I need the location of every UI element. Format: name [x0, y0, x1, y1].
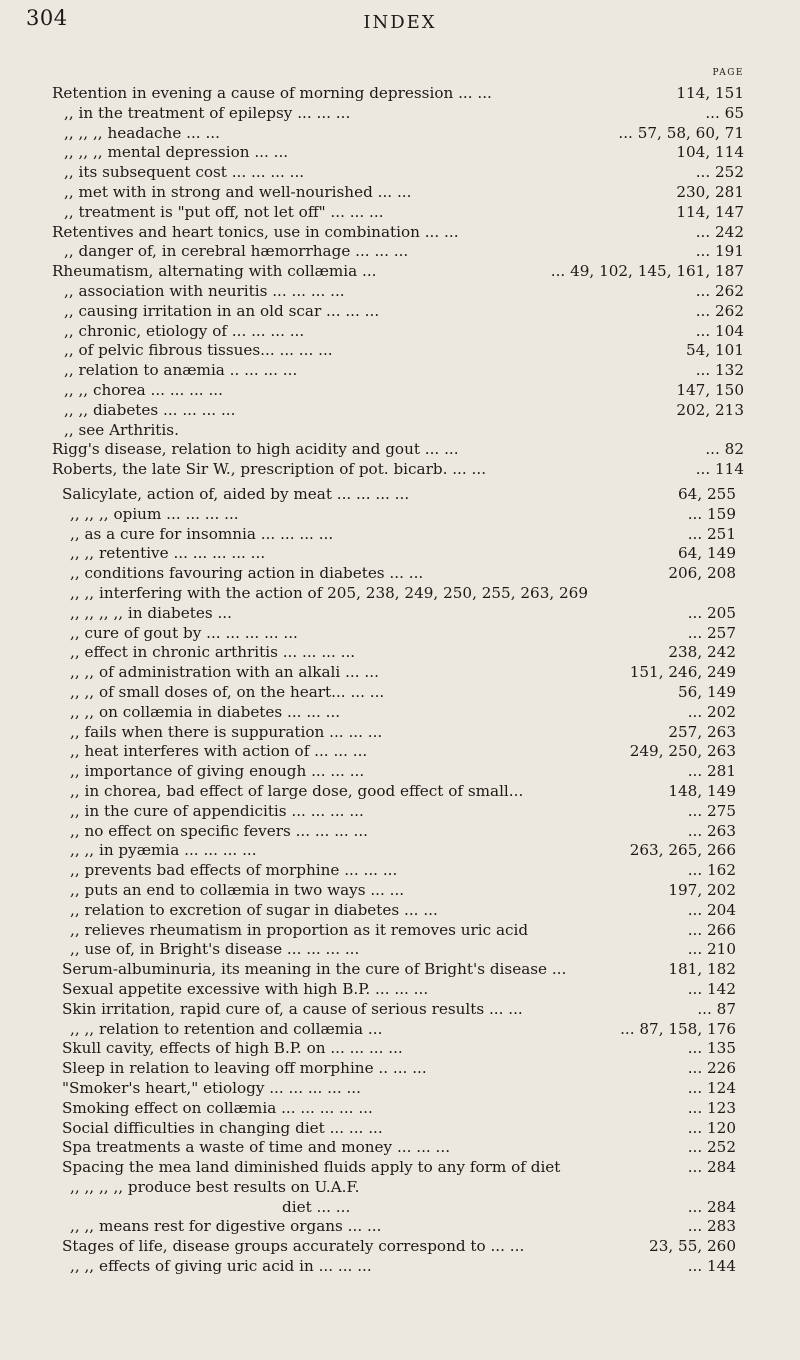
index-entry-text: ,, treatment is "put off, not let off" ... ... ... [64, 202, 384, 221]
index-entry [0, 624, 800, 644]
index-entry-pages: ... 124 [687, 1078, 736, 1097]
index-entry-text: ,, chronic, etiology of ... ... ... ... [64, 321, 305, 340]
index-entry-text: Skin irritation, rapid cure of, a cause of serious results ... ... [62, 999, 523, 1018]
index-entry [0, 683, 800, 703]
index-entry-pages: ... 87 [697, 999, 736, 1018]
index-entry [0, 440, 800, 460]
index-entry [0, 940, 800, 960]
index-entry-pages: ... 202 [687, 702, 736, 721]
index-block-retention-roberts [0, 84, 800, 480]
index-entry [0, 361, 800, 381]
index-entry-text: ,, causing irritation in an old scar ... ... ... [64, 301, 380, 320]
index-entry-pages: ... 210 [687, 940, 736, 959]
index-entry-pages: 104, 114 [676, 143, 744, 162]
index-entry-text: ,, its subsequent cost ... ... ... ... [64, 163, 305, 182]
index-entry-text: ,, ,, ,, ,, produce best results on U.A.F. [70, 1177, 360, 1196]
index-entry-pages: ... 226 [687, 1059, 736, 1078]
index-entry-pages: ... 120 [687, 1118, 736, 1137]
index-entry-text: ,, heat interferes with action of ... ... ... [70, 742, 368, 761]
index-entry [0, 1217, 800, 1237]
index-entry [0, 663, 800, 683]
index-entry-text: ,, cure of gout by ... ... ... ... ... [70, 623, 298, 642]
index-entry [0, 282, 800, 302]
index-entry [0, 203, 800, 223]
index-entry-pages: 197, 202 [668, 880, 736, 899]
index-entry [0, 584, 800, 604]
index-entry [0, 104, 800, 124]
index-entry [0, 881, 800, 901]
index-entry [0, 960, 800, 980]
index-entry [0, 84, 800, 104]
index-entry-text: Stages of life, disease groups accurately correspond to ... ... [62, 1237, 525, 1256]
index-entry-pages: ... 281 [687, 762, 736, 781]
index-entry-pages: ... 205 [687, 603, 736, 622]
index-entry-pages: ... 284 [687, 1158, 736, 1177]
index-entry [0, 1257, 800, 1277]
index-entry [0, 604, 800, 624]
index-entry [0, 242, 800, 262]
index-entry-pages: 54, 101 [686, 341, 744, 360]
index-entry-pages: ... 104 [695, 321, 744, 340]
index-entry-pages: ... 252 [695, 163, 744, 182]
index-entry-text: Skull cavity, effects of high B.P. on ... ... ... ... [62, 1039, 403, 1058]
index-entry [0, 782, 800, 802]
index-entry-pages: ... 284 [687, 1197, 736, 1216]
index-entry-pages: 263, 265, 266 [629, 841, 736, 860]
index-block-salicylate-stages [0, 485, 800, 1277]
index-entry-pages: ... 242 [695, 222, 744, 241]
index-entry [0, 822, 800, 842]
index-entry [0, 143, 800, 163]
index-entry-text: Sleep in relation to leaving off morphine .. ... ... [62, 1059, 427, 1078]
index-entry [0, 841, 800, 861]
index-entry-pages: ... 132 [695, 361, 744, 380]
index-entry-pages: ... 142 [687, 979, 736, 998]
index-entry-text: ,, ,, ,, opium ... ... ... ... [70, 504, 239, 523]
index-entry-pages: ... 263 [687, 821, 736, 840]
index-entry-pages: 147, 150 [676, 380, 744, 399]
index-entry-text: Social difficulties in changing diet ... ... ... [62, 1118, 383, 1137]
index-entry-pages: 238, 242 [668, 643, 736, 662]
index-entry-pages: 56, 149 [678, 682, 736, 701]
index-entry-pages: 64, 149 [678, 544, 736, 563]
index-entry-pages: ... 65 [705, 103, 744, 122]
index-entry-text: ,, see Arthritis. [64, 420, 179, 439]
index-entry [0, 1000, 800, 1020]
index-entry-pages: 206, 208 [668, 564, 736, 583]
index-entry-text: ,, ,, chorea ... ... ... ... [64, 380, 223, 399]
index-entry [0, 401, 800, 421]
index-entry-text: ,, ,, of administration with an alkali ... ... [70, 663, 379, 682]
index-entry-pages: ... 204 [687, 900, 736, 919]
index-entry [0, 643, 800, 663]
index-entry-text: diet ... ... [282, 1197, 351, 1216]
index-entry [0, 762, 800, 782]
index-entry-text: Serum-albuminuria, its meaning in the cure of Bright's disease ... [62, 960, 567, 979]
index-entry [0, 802, 800, 822]
index-entry-pages: ... 162 [687, 861, 736, 880]
index-entry [0, 1138, 800, 1158]
index-entry [0, 302, 800, 322]
index-entry [0, 1099, 800, 1119]
index-entry-text: ,, ,, relation to retention and collæmia ... [70, 1019, 383, 1038]
index-entry [0, 861, 800, 881]
index-entry [0, 262, 800, 282]
index-entry-text: ,, ,, interfering with the action of 205, 238, 249, 250, 255, 263, 269 [70, 583, 588, 602]
index-entry-text: ,, conditions favouring action in diabetes ... ... [70, 564, 424, 583]
index-entry [0, 1020, 800, 1040]
index-entry [0, 485, 800, 505]
index-entry [0, 1237, 800, 1257]
index-entry [0, 460, 800, 480]
index-entry-pages: 114, 147 [676, 202, 744, 221]
index-entry-text: ,, in chorea, bad effect of large dose, good effect of small... [70, 781, 524, 800]
index-entry-text: Salicylate, action of, aided by meat ... ... ... ... [62, 485, 410, 503]
index-entry [0, 525, 800, 545]
index-entry-text: ,, ,, of small doses of, on the heart... ... ... [70, 682, 385, 701]
index-entry-pages: 114, 151 [676, 84, 744, 102]
index-entry-text: ,, danger of, in cerebral hæmorrhage ... ... ... [64, 242, 409, 261]
index-entry-text: ,, as a cure for insomnia ... ... ... ... [70, 524, 334, 543]
index-entry-text: ,, effect in chronic arthritis ... ... ... ... [70, 643, 356, 662]
index-entry [0, 1178, 800, 1198]
index-entry-pages: 202, 213 [676, 400, 744, 419]
index-entry-text: Rigg's disease, relation to high acidity and gout ... ... [52, 440, 459, 459]
index-entry-pages: ... 191 [695, 242, 744, 261]
index-entry-pages: ... 252 [687, 1138, 736, 1157]
index-entry-pages: 257, 263 [668, 722, 736, 741]
index-entry [0, 901, 800, 921]
index-entry-text: ,, ,, on collæmia in diabetes ... ... ... [70, 702, 341, 721]
index-entry [0, 341, 800, 361]
index-entry-text: Spacing the mea land diminished fluids apply to any form of diet [62, 1158, 561, 1177]
index-entry [0, 1079, 800, 1099]
index-entry [0, 703, 800, 723]
index-entry-text: ,, relieves rheumatism in proportion as it removes uric acid [70, 920, 529, 939]
index-entry-text: ,, ,, means rest for digestive organs ... ... [70, 1217, 382, 1236]
index-entry-text: Rheumatism, alternating with collæmia ... [52, 262, 377, 281]
index-entry-text: ,, relation to excretion of sugar in diabetes ... ... [70, 900, 438, 919]
index-entry-pages: ... 257 [687, 623, 736, 642]
index-entry-pages: 249, 250, 263 [629, 742, 736, 761]
index-entry-text: ,, ,, effects of giving uric acid in ... ... ... [70, 1257, 372, 1276]
index-entry [0, 183, 800, 203]
index-entry-text: ,, in the treatment of epilepsy ... ... ... [64, 103, 351, 122]
index-entry-pages: 181, 182 [668, 960, 736, 979]
index-entry-pages: 151, 246, 249 [629, 663, 736, 682]
index-entry-text: "Smoker's heart," etiology ... ... ... ... ... [62, 1078, 361, 1097]
index-entry-text: ,, prevents bad effects of morphine ... ... ... [70, 861, 398, 880]
index-entry [0, 544, 800, 564]
index-entry-text: ,, puts an end to collæmia in two ways ... ... [70, 880, 405, 899]
page-column-label: PAGE [712, 68, 744, 78]
index-entry-pages: 148, 149 [668, 781, 736, 800]
index-entry-pages: ... 251 [687, 524, 736, 543]
index-entry-text: Smoking effect on collæmia ... ... ... ... ... [62, 1098, 373, 1117]
index-entry-pages: ... 114 [695, 460, 744, 479]
index-entry [0, 163, 800, 183]
index-entry [0, 223, 800, 243]
index-entry-pages: ... 82 [705, 440, 744, 459]
index-entry-text: Sexual appetite excessive with high B.P. ... ... ... [62, 979, 429, 998]
index-entry [0, 564, 800, 584]
index-entry [0, 381, 800, 401]
index-entry [0, 1039, 800, 1059]
index-entry [0, 921, 800, 941]
index-entry-pages: ... 49, 102, 145, 161, 187 [550, 262, 744, 281]
index-entry [0, 1059, 800, 1079]
index-entry [0, 322, 800, 342]
index-entry-pages: ... 159 [687, 504, 736, 523]
index-entry-pages: ... 262 [695, 281, 744, 300]
index-entry-text: Spa treatments a waste of time and money ... ... ... [62, 1138, 451, 1157]
index-entry-text: ,, use of, in Bright's disease ... ... ... ... [70, 940, 360, 959]
index-entry-text: ,, ,, ,, mental depression ... ... [64, 143, 289, 162]
index-entry-text: ,, ,, ,, ,, in diabetes ... [70, 603, 232, 622]
index-entry [0, 980, 800, 1000]
index-entry [0, 723, 800, 743]
index-entry-pages: 23, 55, 260 [649, 1237, 736, 1256]
index-entry-pages: ... 123 [687, 1098, 736, 1117]
index-entry-pages: ... 87, 158, 176 [620, 1019, 736, 1038]
index-entry [0, 505, 800, 525]
index-entry-text: ,, in the cure of appendicitis ... ... ... ... [70, 801, 364, 820]
index-entry-pages: ... 275 [687, 801, 736, 820]
index-entry [0, 124, 800, 144]
index-entry-text: ,, of pelvic fibrous tissues... ... ... ... [64, 341, 333, 360]
index-entry-pages: ... 135 [687, 1039, 736, 1058]
index-entry [0, 1198, 800, 1218]
index-entry [0, 421, 800, 441]
index-entry-pages: 64, 255 [678, 485, 736, 503]
index-entry-pages: ... 266 [687, 920, 736, 939]
index-entry-text: ,, importance of giving enough ... ... ... [70, 762, 365, 781]
index-entry-pages: ... 144 [687, 1257, 736, 1276]
index-entry-text: ,, ,, diabetes ... ... ... ... [64, 400, 236, 419]
index-entry [0, 742, 800, 762]
index-entry-text: ,, relation to anæmia .. ... ... ... [64, 361, 298, 380]
page-number: 304 [26, 6, 68, 30]
index-entry-pages: 230, 281 [676, 182, 744, 201]
running-head: INDEX [363, 12, 437, 33]
index-entry-text: Retention in evening a cause of morning depression ... ... [52, 84, 492, 102]
index-entry-pages: ... 57, 58, 60, 71 [618, 123, 744, 142]
index-entry-text: ,, ,, retentive ... ... ... ... ... [70, 544, 266, 563]
index-entry-text: ,, ,, ,, headache ... ... [64, 123, 220, 142]
index-entry-text: ,, fails when there is suppuration ... ... ... [70, 722, 383, 741]
index-entry-text: Roberts, the late Sir W., prescription of pot. bicarb. ... ... [52, 460, 487, 479]
index-entry [0, 1158, 800, 1178]
index-entry-pages: ... 283 [687, 1217, 736, 1236]
index-entry-pages: ... 262 [695, 301, 744, 320]
index-entry [0, 1119, 800, 1139]
index-entry-text: ,, met with in strong and well-nourished ... ... [64, 182, 412, 201]
index-entry-text: ,, ,, in pyæmia ... ... ... ... [70, 841, 257, 860]
index-entry-text: Retentives and heart tonics, use in combination ... ... [52, 222, 459, 241]
index-entry-text: ,, association with neuritis ... ... ... ... [64, 281, 345, 300]
index-entry-text: ,, no effect on specific fevers ... ... ... ... [70, 821, 368, 840]
